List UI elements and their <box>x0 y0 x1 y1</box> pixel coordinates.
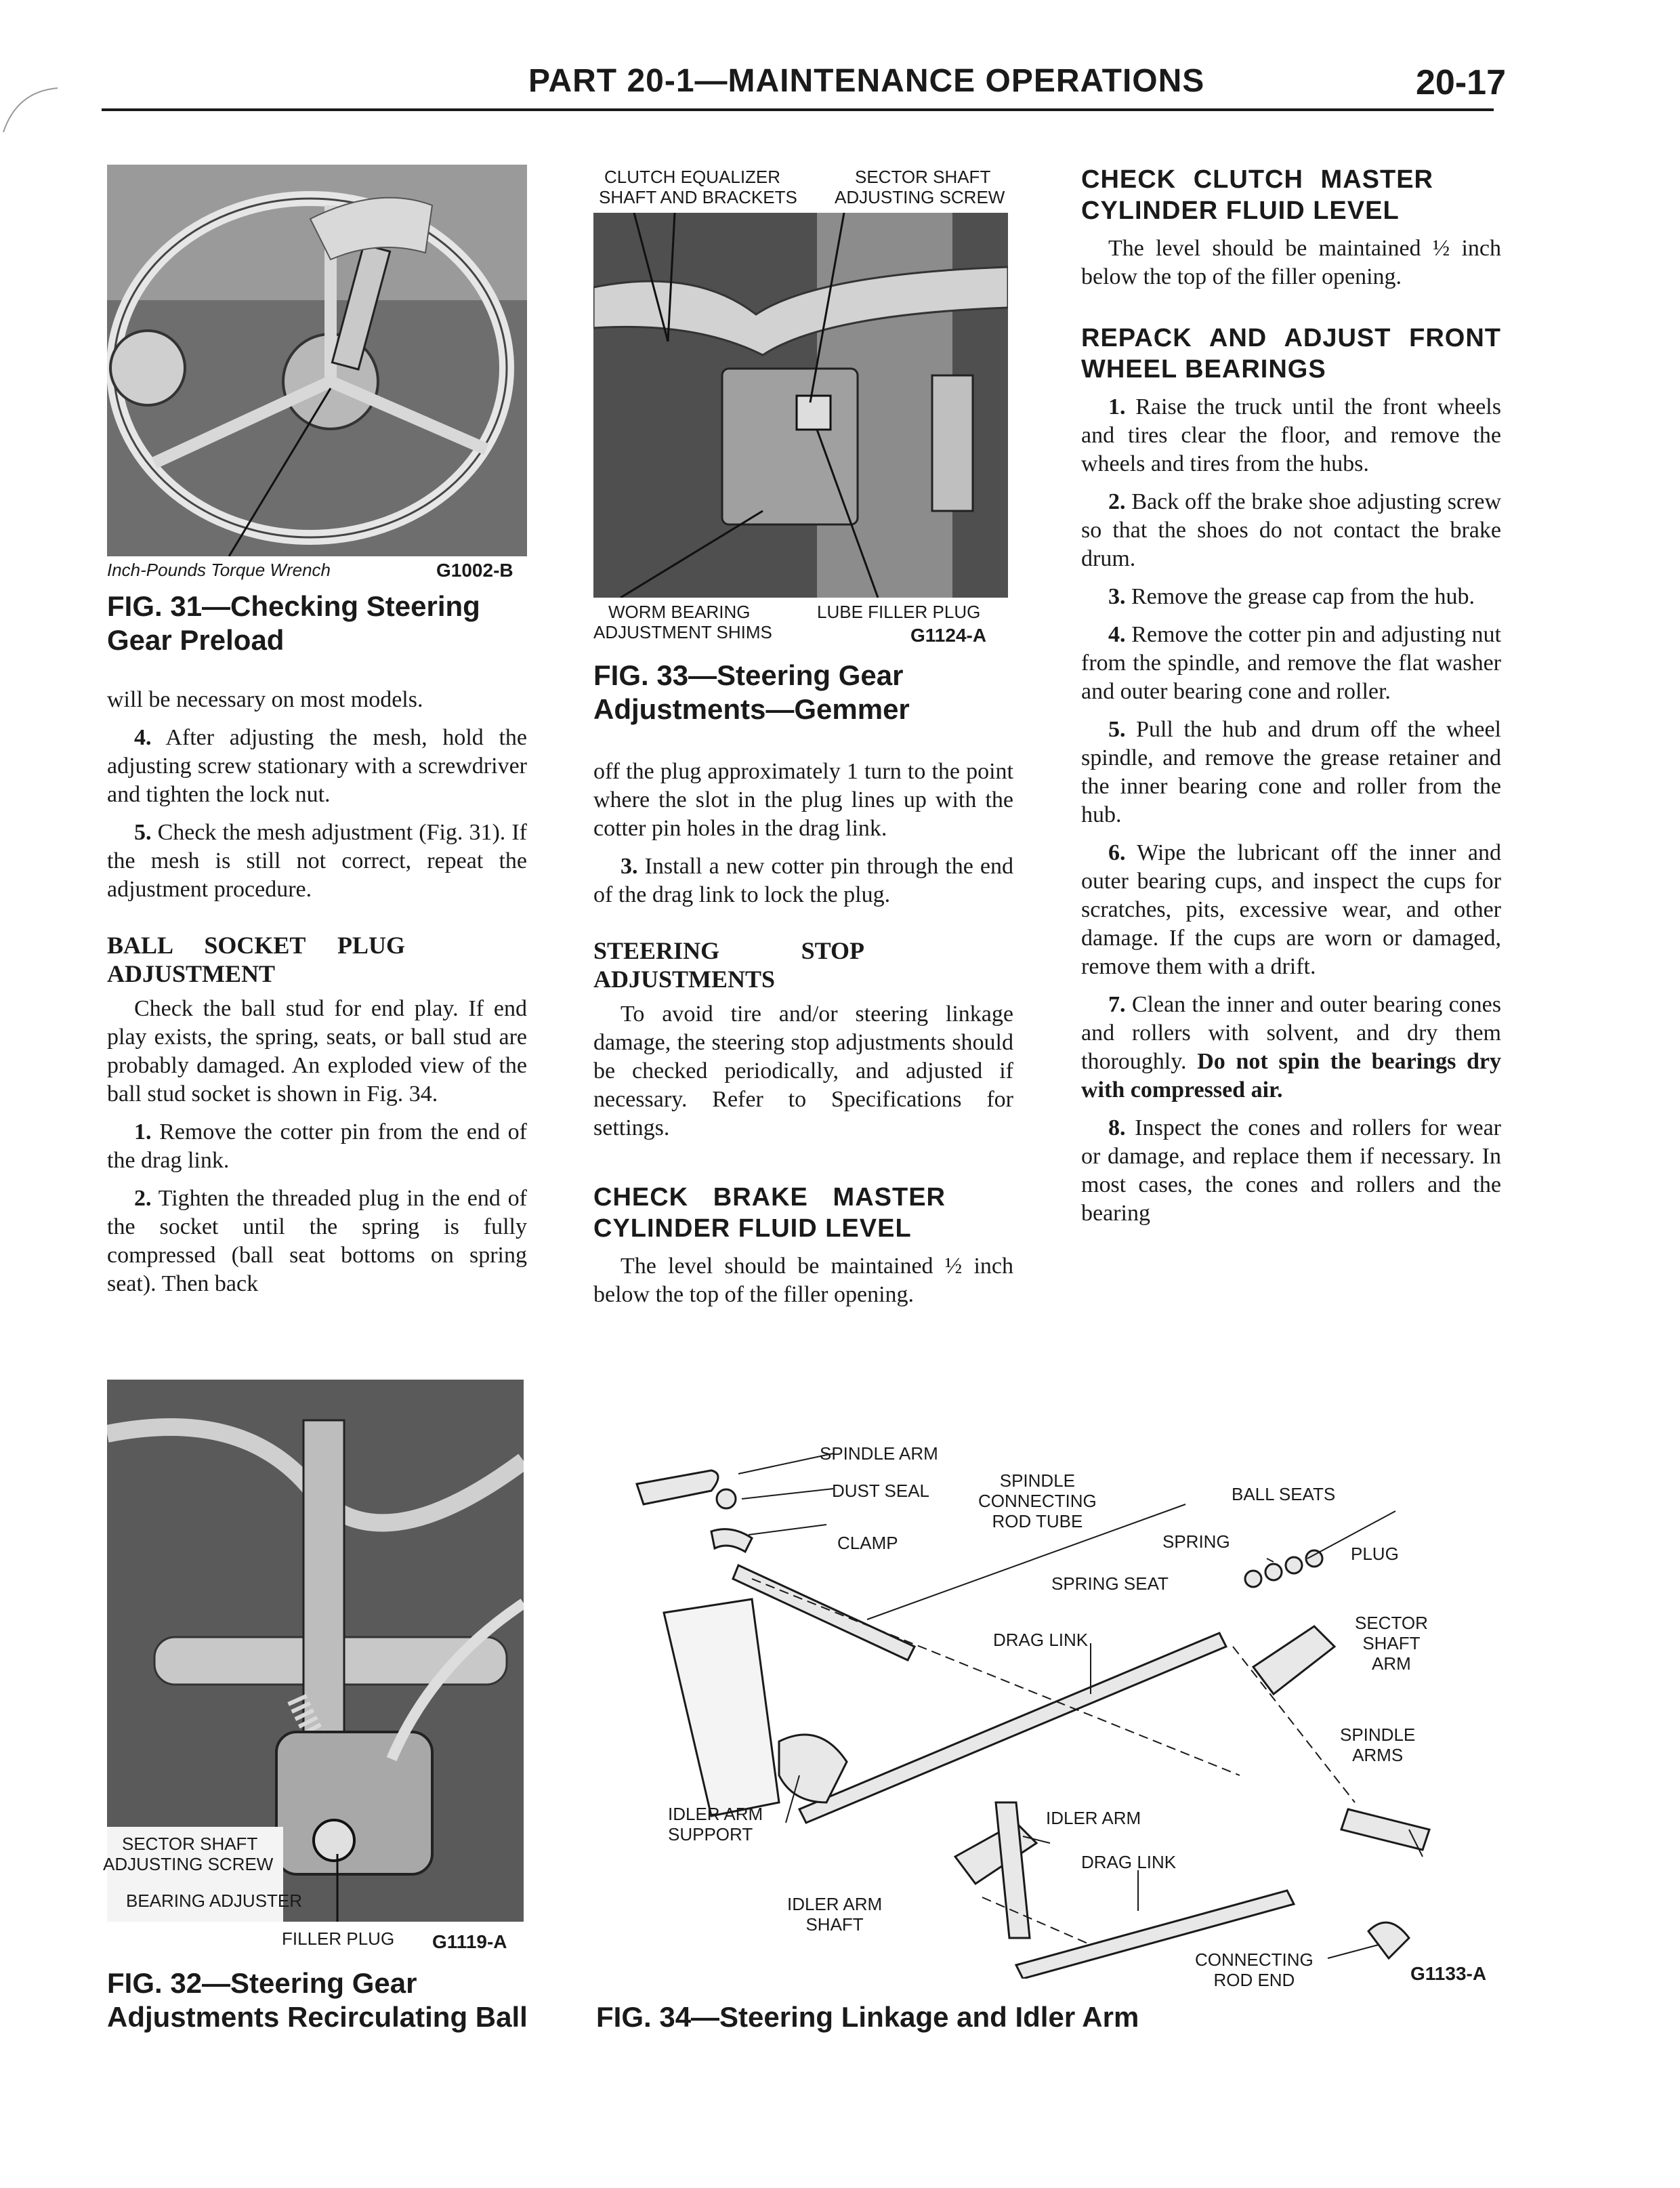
step-number: 3. <box>1108 584 1126 609</box>
fig34-sector-shaft-arm-label <box>1355 1613 1428 1674</box>
fig34-dust-seal-label: DUST SEAL <box>832 1481 930 1501</box>
bearing-step-1 <box>1081 393 1501 478</box>
label-line: ROD END <box>1213 1970 1295 1990</box>
label-line: ADJUSTING SCREW <box>103 1854 274 1874</box>
label-line: ARM <box>1372 1653 1411 1674</box>
step-text: Raise the truck until the front wheels and tires clear the floor, and remove the wheels and tires from the hubs. <box>1081 394 1501 476</box>
label-line: SHAFT <box>1362 1633 1421 1653</box>
label-line: WORM BEARING <box>608 602 751 622</box>
label-line: CLUTCH EQUALIZER <box>604 167 781 187</box>
label-line: SECTOR SHAFT <box>855 167 991 187</box>
step-text: Check the mesh adjustment (Fig. 31). If the mesh is still not correct, repeat the adjustment procedure. <box>107 820 527 902</box>
ball-socket-step-2 <box>107 1184 527 1298</box>
fig33-caption-line1: FIG. 33—Steering Gear <box>593 659 904 691</box>
dust-seal-part <box>717 1489 736 1508</box>
label-line: SHAFT <box>805 1914 864 1935</box>
step-number: 8. <box>1108 1115 1126 1140</box>
wheel-bearings-heading: REPACK AND ADJUST FRONT WHEEL BEARINGS <box>1081 324 1501 384</box>
fig33-code: G1124-A <box>910 625 987 646</box>
fig34-idler-shaft-label <box>787 1894 882 1935</box>
step-text: After adjusting the mesh, hold the adjusting screw stationary with a screwdriver and tighten the lock nut. <box>107 725 527 807</box>
fig32-sector-shaft-label <box>103 1834 274 1874</box>
fig34-ball-seats-label: BALL SEATS <box>1232 1484 1336 1504</box>
left-paragraph-continued: will be necessary on most models. <box>107 687 423 712</box>
brake-master-heading: CHECK BRAKE MASTER CYLINDER FLUID LEVEL <box>593 1183 946 1243</box>
brake-master-paragraph: The level should be maintained ½ inch below the top of the filler opening. <box>593 1254 1013 1307</box>
ball-seat-part <box>1286 1557 1302 1573</box>
left-step-5 <box>107 819 527 904</box>
fig33-worm-label <box>593 602 772 642</box>
fig32-caption-line1: FIG. 32—Steering Gear <box>107 1967 417 1999</box>
fig33-sector-label <box>835 167 1005 207</box>
middle-paragraph-continued: off the plug approximately 1 turn to the point where the slot in the plug lines up with the cotter pin holes in the drag link. <box>593 759 1013 841</box>
step-number: 2. <box>134 1186 152 1211</box>
label-line: SPINDLE <box>1340 1725 1416 1745</box>
label-line: CONNECTING <box>1195 1949 1314 1970</box>
page-header-title: PART 20-1—MAINTENANCE OPERATIONS <box>528 63 1205 99</box>
spring-part <box>1245 1571 1261 1587</box>
label-line: ADJUSTING SCREW <box>835 187 1005 207</box>
fig34-plug-label: PLUG <box>1351 1544 1399 1564</box>
bearing-step-2 <box>1081 488 1501 573</box>
label-line: SECTOR SHAFT <box>122 1834 258 1854</box>
fig32-caption <box>107 1966 528 2034</box>
right-column-text <box>1081 156 1501 1237</box>
middle-column-text <box>593 758 1013 1319</box>
left-column-text <box>107 686 527 1308</box>
gemmer-steering-gear-illustration <box>593 213 1008 598</box>
fig32-bearing-adjuster-label: BEARING ADJUSTER <box>126 1891 303 1911</box>
fig33-caption-line2: Adjustments—Gemmer <box>593 693 910 725</box>
bearing-step-4 <box>1081 621 1501 706</box>
connecting-rod-end-part <box>1368 1922 1409 1958</box>
label-line: ARMS <box>1352 1745 1404 1765</box>
fig34-idler-arm-label: IDLER ARM <box>1046 1808 1141 1828</box>
step-number: 5. <box>134 820 152 845</box>
step-number: 1. <box>1108 394 1126 419</box>
ball-seat-part <box>1265 1564 1282 1580</box>
step-text: Clean the inner and outer bearing cones and rollers with solvent, and dry them thoroughly. <box>1081 992 1501 1074</box>
step-number: 2. <box>1108 489 1126 514</box>
page-number: 20-17 <box>1416 63 1506 102</box>
drag-link-part <box>799 1633 1226 1823</box>
fig31-photo <box>107 165 527 556</box>
corner-arc-decoration <box>0 81 61 136</box>
step-number: 3. <box>621 854 638 879</box>
fig34-code: G1133-A <box>1410 1963 1487 1984</box>
fig31-code: G1002-B <box>436 560 513 581</box>
step-number: 4. <box>1108 622 1126 647</box>
label-line: SPINDLE <box>999 1470 1076 1491</box>
label-line: ROD TUBE <box>992 1511 1083 1531</box>
ball-socket-step-1 <box>107 1118 527 1175</box>
step-number: 1. <box>134 1119 152 1144</box>
fig34-spindle-arm-label: SPINDLE ARM <box>820 1443 938 1464</box>
step-text: Install a new cotter pin through the end of the drag link to lock the plug. <box>593 854 1013 907</box>
steering-stop-heading: STEERING STOP ADJUSTMENTS <box>593 937 864 993</box>
fig34-spindle-connecting-label <box>978 1470 1097 1531</box>
fig33-photo <box>593 213 1008 598</box>
step-text: Remove the cotter pin and adjusting nut from the spindle, and remove the flat washer and outer bearing cone and roller. <box>1081 622 1501 704</box>
fig34-spindle-arms-label <box>1340 1725 1415 1765</box>
left-step-4 <box>107 724 527 809</box>
fig34-clamp-label: CLAMP <box>837 1533 898 1553</box>
step-text: Inspect the cones and rollers for wear or damage, and replace them if necessary. In most cases, the cones and rollers and the bearing <box>1081 1115 1501 1226</box>
frame-bracket-part <box>664 1599 779 1816</box>
fig34-idler-support-label <box>668 1804 763 1844</box>
ball-socket-heading: BALL SOCKET PLUG ADJUSTMENT <box>107 932 405 987</box>
fig34-drag-link-bottom-label: DRAG LINK <box>1081 1852 1177 1872</box>
fig32-code: G1119-A <box>432 1931 507 1952</box>
fig31-torque-wrench-label: Inch-Pounds Torque Wrench <box>107 560 331 580</box>
idler-arm-support-part <box>779 1735 847 1802</box>
idler-arm-shaft-part <box>996 1802 1030 1938</box>
label-line: ADJUSTMENT SHIMS <box>593 622 772 642</box>
fig33-caption <box>593 659 910 726</box>
clutch-master-paragraph: The level should be maintained ½ inch below the top of the filler opening. <box>1081 236 1501 289</box>
label-line: CONNECTING <box>978 1491 1097 1511</box>
label-line: IDLER ARM <box>668 1804 763 1824</box>
bearing-step-6 <box>1081 839 1501 981</box>
step-text: Wipe the lubricant off the inner and outer bearing cups, and inspect the cups for scratches, pits, excessive wear, and other damage. If the cups are worn or damaged, remove them with a drift. <box>1081 840 1501 979</box>
fig34-drag-link-top-label: DRAG LINK <box>993 1630 1089 1650</box>
fig31-caption-line1: FIG. 31—Checking Steering <box>107 590 480 622</box>
step-number: 7. <box>1108 992 1126 1017</box>
fig31-caption <box>107 590 480 657</box>
fig33-clutch-label <box>599 167 797 207</box>
fig32-caption-line2: Adjustments Recirculating Ball <box>107 2001 528 2033</box>
spindle-arm-part <box>637 1470 718 1504</box>
sector-shaft-arm-part <box>1253 1626 1335 1694</box>
step-text: Tighten the threaded plug in the end of the socket until the spring is fully compressed (ball seat bottoms on spring seat). Then back <box>107 1186 527 1296</box>
fig31-caption-line2: Gear Preload <box>107 624 285 656</box>
steering-wheel-illustration <box>107 165 527 556</box>
step-text: Remove the grease cap from the hub. <box>1125 584 1475 609</box>
fig32-filler-plug-label: FILLER PLUG <box>282 1928 395 1949</box>
label-line: SECTOR <box>1355 1613 1428 1633</box>
bearing-step-8 <box>1081 1114 1501 1228</box>
fig34-spring-seat-label: SPRING SEAT <box>1051 1573 1169 1594</box>
label-line: SHAFT AND BRACKETS <box>599 187 797 207</box>
fig34-caption: FIG. 34—Steering Linkage and Idler Arm <box>596 2001 1139 2033</box>
fig33-lube-label: LUBE FILLER PLUG <box>817 602 981 622</box>
label-line: IDLER ARM <box>787 1894 883 1914</box>
step-text: Back off the brake shoe adjusting screw so that the shoes do not contact the brake drum. <box>1081 489 1501 571</box>
bearing-step-7 <box>1081 991 1501 1105</box>
label-line: SUPPORT <box>668 1824 753 1844</box>
steering-stop-paragraph: To avoid tire and/or steering linkage damage, the steering stop adjustments should be checked periodically, and adjusted if necessary. Refer to Specifications for settings. <box>593 1002 1013 1140</box>
fig34-spring-label: SPRING <box>1162 1531 1230 1552</box>
header-rule <box>102 108 1494 111</box>
step-text: Pull the hub and drum off the wheel spindle, and remove the grease retainer and the inner bearing cone and roller from the hub. <box>1081 717 1501 827</box>
middle-step-3 <box>593 852 1013 909</box>
step-number: 6. <box>1108 840 1126 865</box>
clutch-master-heading: CHECK CLUTCH MASTER CYLINDER FLUID LEVEL <box>1081 165 1433 225</box>
step-number: 5. <box>1108 717 1126 742</box>
bearing-step-5 <box>1081 716 1501 829</box>
bearing-step-3 <box>1081 583 1501 611</box>
clamp-part <box>711 1529 752 1552</box>
step-text: Remove the cotter pin from the end of the drag link. <box>107 1119 527 1173</box>
fig34-connecting-rod-end-label <box>1195 1949 1314 1990</box>
step-number: 4. <box>134 725 152 750</box>
ball-socket-intro: Check the ball stud for end play. If end play exists, the spring, seats, or ball stud are probably damaged. An exploded view of the ball stud socket is shown in Fig. 34. <box>107 996 527 1107</box>
step-warning: Do not spin the bearings dry with compressed air. <box>1081 1049 1502 1102</box>
